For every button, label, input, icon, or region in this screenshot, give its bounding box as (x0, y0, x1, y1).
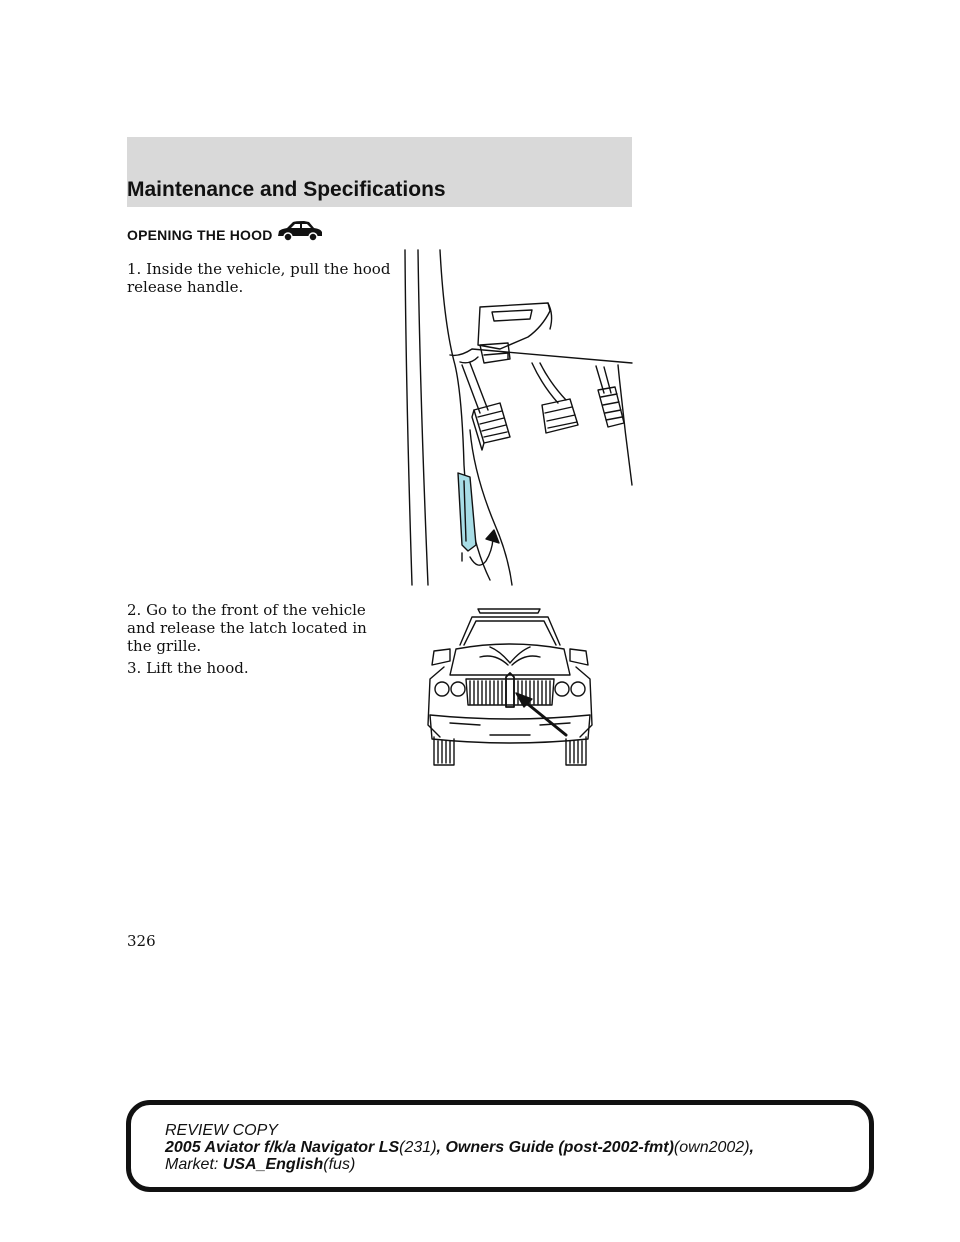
footer-guide: Owners Guide (post-2002-fmt) (445, 1139, 674, 1156)
footer-market-code: (fus) (323, 1156, 356, 1173)
footer-sep-1: , (436, 1139, 441, 1156)
section-title: Maintenance and Specifications (127, 178, 446, 201)
footer-guide-code: (own2002) (673, 1139, 750, 1156)
step-1-text: 1. Inside the vehicle, pull the hood release handle. (127, 260, 391, 296)
footer-vehicle-code: (231) (399, 1139, 437, 1156)
footer-market-line (165, 1156, 855, 1173)
footer-review-line (165, 1122, 855, 1139)
hood-release-illustration (400, 245, 635, 594)
footer-market-label: Market: (165, 1156, 219, 1173)
page-number: 326 (127, 932, 156, 950)
footer-vehicle: 2005 Aviator f/k/a Navigator LS (165, 1139, 400, 1156)
step-3-text: 3. Lift the hood. (127, 659, 249, 677)
grille-latch-illustration (420, 605, 600, 774)
section-heading (127, 227, 324, 245)
footer-market: USA_English (222, 1156, 324, 1173)
footer-sep-2: , (749, 1139, 754, 1156)
footer-text (165, 1122, 855, 1173)
footer-vehicle-line (165, 1139, 855, 1156)
car-icon (276, 220, 324, 245)
footer-review: REVIEW COPY (165, 1122, 278, 1139)
step-2-text: 2. Go to the front of the vehicle and release the latch located in the grille. (127, 601, 367, 655)
heading-text: OPENING THE HOOD (127, 227, 273, 243)
